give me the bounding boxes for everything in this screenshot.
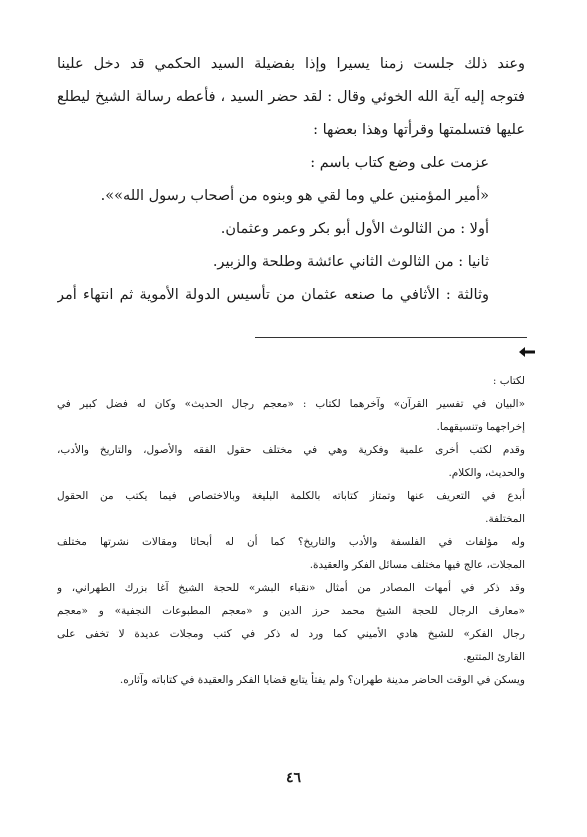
- footnote-line: «معارف الرجال للحجة الشيخ محمد حرز الدين و «معجم المطبوعات النجفية» و «معجم: [57, 605, 525, 617]
- footnotes-block: [57, 370, 525, 692]
- footnote-line: ويسكن في الوقت الحاضر مدينة طهران؟ ولم يفتأ يتابع قضايا الفكر والعقيدة في كتاباته وآثاره.: [119, 674, 525, 686]
- main-line: وعند ذلك جلست زمنا يسيرا وإذا بفضيلة السيد الحكمي قد دخل علينا: [57, 56, 525, 72]
- page-number: ٤٦: [285, 770, 302, 786]
- footnote-line: وله مؤلفات في الفلسفة والأدب والتاريخ؟ كما أن له أبحاثا ومقالات نشرتها مختلف: [57, 536, 525, 548]
- footnote-line: وقد ذكر في أمهات المصادر من أمثال «نقباء البشر» للحجة الشيخ آغا بزرك الطهراني، و: [57, 582, 525, 594]
- footnote-line: أبدع في التعريف عنها وتمتاز كتاباته بالكلمة البليغة وبالاختصاص فيما يكتب من الحقول: [57, 490, 525, 502]
- main-text-block: [57, 48, 525, 312]
- main-line: فتوجه إليه آية الله الخوئي وقال : لقد حضر السيد ، فأعطه رسالة الشيخ ليطلع: [57, 89, 525, 105]
- footnote-line: لكتاب :: [492, 375, 525, 387]
- footnote-line: «البيان في تفسير القرآن» وآخرهما لكتاب : «معجم رجال الحديث» وكان له فضل كبير في: [57, 398, 525, 410]
- quoted-line: أولا : من الثالوث الأول أبو بكر وعمر وعثمان.: [220, 221, 489, 237]
- quoted-line: ثانيا : من الثالوث الثاني عائشة وطلحة والزبير.: [212, 254, 489, 270]
- footnote-divider: [255, 337, 527, 338]
- footnote-line: والحديث، والكلام.: [448, 467, 525, 479]
- main-line: عليها فتسلمتها وقرأتها وهذا بعضها :: [313, 122, 525, 138]
- footnote-line: المختلفة.: [485, 513, 525, 525]
- footnote-line: القارئ المتتبع.: [463, 651, 525, 663]
- footnote-line: المجلات، عالج فيها مختلف مسائل الفكر والعقيدة.: [309, 559, 525, 571]
- quoted-line: عزمت على وضع كتاب باسم :: [310, 155, 489, 171]
- footnote-line: رجال الفكر» للشيخ هادي الأميني كما ورد له ذكر في كتب ومجلات عديدة لا تخفى على: [57, 628, 525, 640]
- quoted-line: «أمير المؤمنين علي وما لقي هو وبنوه من أصحاب رسول الله»».: [100, 188, 489, 204]
- footnote-line: وقدم لكتب أخرى علمية وفكرية وهي في مختلف حقول الفقه والأصول، والتاريخ والأدب،: [57, 444, 525, 456]
- continuation-arrow-icon: [519, 346, 535, 358]
- footnote-line: إخراجهما وتنسيقهما.: [436, 421, 525, 433]
- quoted-line: وثالثة : الأثافي ما صنعه عثمان من تأسيس الدولة الأموية ثم انتهاء أمر: [57, 287, 489, 303]
